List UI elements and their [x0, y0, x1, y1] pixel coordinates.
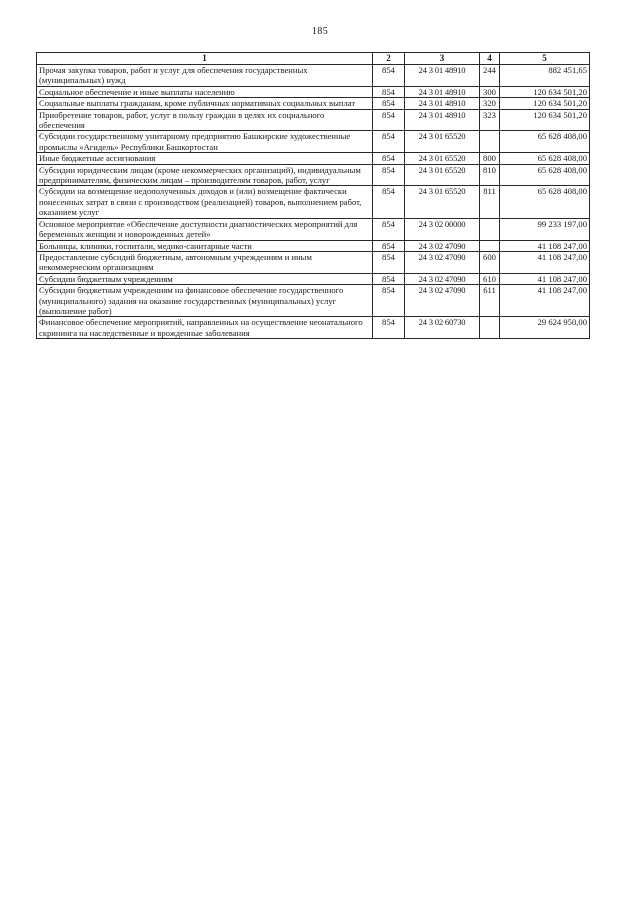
- row-name-cell: Прочая закупка товаров, работ и услуг для обеспечения государственных (муниципальных) нужд: [37, 65, 373, 87]
- row-amount-cell: 120 634 501,20: [500, 98, 590, 109]
- table-row: [37, 109, 590, 131]
- row-target-article-cell: 24 3 01 65520: [405, 131, 480, 153]
- row-department-code-cell: 854: [373, 65, 405, 87]
- row-name-cell: Основное мероприятие «Обеспечение доступности диагностических мероприятий для беременных женщин и новорожденных детей»: [37, 218, 373, 240]
- row-expense-type-cell: 323: [480, 109, 500, 131]
- row-expense-type-cell: [480, 240, 500, 251]
- row-name-cell: Приобретение товаров, работ, услуг в пользу граждан в целях их социального обеспечения: [37, 109, 373, 131]
- row-expense-type-cell: 811: [480, 186, 500, 218]
- table-row: [37, 164, 590, 186]
- row-target-article-cell: 24 3 01 48910: [405, 98, 480, 109]
- row-department-code-cell: 854: [373, 317, 405, 339]
- row-amount-cell: 65 628 408,00: [500, 186, 590, 218]
- row-expense-type-cell: 610: [480, 273, 500, 284]
- row-department-code-cell: 854: [373, 240, 405, 251]
- row-name-cell: Субсидии юридическим лицам (кроме некоммерческих организаций), индивидуальным предпринимателям, физическим лицам – производителям товаров, работ, услуг: [37, 164, 373, 186]
- header-col-4: 4: [480, 53, 500, 65]
- row-department-code-cell: 854: [373, 98, 405, 109]
- row-target-article-cell: 24 3 01 48910: [405, 109, 480, 131]
- row-target-article-cell: 24 3 01 65520: [405, 186, 480, 218]
- row-department-code-cell: 854: [373, 131, 405, 153]
- header-col-1: 1: [37, 53, 373, 65]
- row-target-article-cell: 24 3 02 00000: [405, 218, 480, 240]
- row-target-article-cell: 24 3 01 48910: [405, 86, 480, 97]
- table-row: [37, 131, 590, 153]
- row-amount-cell: 120 634 501,20: [500, 109, 590, 131]
- row-department-code-cell: 854: [373, 273, 405, 284]
- row-department-code-cell: 854: [373, 153, 405, 164]
- row-name-cell: Иные бюджетные ассигнования: [37, 153, 373, 164]
- table-row: [37, 218, 590, 240]
- row-name-cell: Социальное обеспечение и иные выплаты населению: [37, 86, 373, 97]
- row-expense-type-cell: 320: [480, 98, 500, 109]
- table-row: [37, 186, 590, 218]
- row-name-cell: Больницы, клиники, госпитали, медико-санитарные части: [37, 240, 373, 251]
- row-name-cell: Субсидии на возмещение недополученных доходов и (или) возмещение фактически понесенных затрат в связи с производством (реализацией) товаров, выполнением работ, оказанием услуг: [37, 186, 373, 218]
- row-target-article-cell: 24 3 01 48910: [405, 65, 480, 87]
- table-row: [37, 65, 590, 87]
- row-target-article-cell: 24 3 02 47090: [405, 285, 480, 317]
- table-row: [37, 240, 590, 251]
- row-target-article-cell: 24 3 02 47090: [405, 240, 480, 251]
- row-amount-cell: 882 451,65: [500, 65, 590, 87]
- row-target-article-cell: 24 3 01 65520: [405, 153, 480, 164]
- row-name-cell: Предоставление субсидий бюджетным, автономным учреждениям и иным некоммерческим организациям: [37, 251, 373, 273]
- row-amount-cell: 99 233 197,00: [500, 218, 590, 240]
- header-col-3: 3: [405, 53, 480, 65]
- row-target-article-cell: 24 3 02 60730: [405, 317, 480, 339]
- row-department-code-cell: 854: [373, 186, 405, 218]
- page-number: 185: [311, 26, 329, 37]
- row-amount-cell: 65 628 408,00: [500, 164, 590, 186]
- row-department-code-cell: 854: [373, 218, 405, 240]
- row-department-code-cell: 854: [373, 285, 405, 317]
- row-amount-cell: 29 624 950,00: [500, 317, 590, 339]
- row-amount-cell: 65 628 408,00: [500, 153, 590, 164]
- table-row: [37, 251, 590, 273]
- table-row: [37, 317, 590, 339]
- row-name-cell: Субсидии бюджетным учреждениям: [37, 273, 373, 284]
- row-department-code-cell: 854: [373, 251, 405, 273]
- row-amount-cell: 120 634 501,20: [500, 86, 590, 97]
- row-amount-cell: 41 108 247,00: [500, 273, 590, 284]
- row-department-code-cell: 854: [373, 164, 405, 186]
- row-amount-cell: 41 108 247,00: [500, 285, 590, 317]
- row-amount-cell: 41 108 247,00: [500, 251, 590, 273]
- row-expense-type-cell: 300: [480, 86, 500, 97]
- row-amount-cell: 65 628 408,00: [500, 131, 590, 153]
- row-expense-type-cell: 244: [480, 65, 500, 87]
- table-row: [37, 153, 590, 164]
- table-row: [37, 86, 590, 97]
- row-name-cell: Субсидии государственному унитарному предприятию Башкирские художественные промыслы «Агидель» Республики Башкортостан: [37, 131, 373, 153]
- row-department-code-cell: 854: [373, 86, 405, 97]
- row-expense-type-cell: 810: [480, 164, 500, 186]
- row-name-cell: Социальные выплаты гражданам, кроме публичных нормативных социальных выплат: [37, 98, 373, 109]
- budget-table: [36, 52, 590, 339]
- row-target-article-cell: 24 3 02 47090: [405, 273, 480, 284]
- row-name-cell: Субсидии бюджетным учреждениям на финансовое обеспечение государственного (муниципального) задания на оказание государственных (муниципальных) услуг (выполнение работ): [37, 285, 373, 317]
- row-name-cell: Финансовое обеспечение мероприятий, направленных на осуществление неонатального скрининга на наследственные и врожденные заболевания: [37, 317, 373, 339]
- row-target-article-cell: 24 3 02 47090: [405, 251, 480, 273]
- row-department-code-cell: 854: [373, 109, 405, 131]
- row-expense-type-cell: 800: [480, 153, 500, 164]
- row-amount-cell: 41 108 247,00: [500, 240, 590, 251]
- row-expense-type-cell: [480, 218, 500, 240]
- row-expense-type-cell: [480, 131, 500, 153]
- table-row: [37, 285, 590, 317]
- row-expense-type-cell: 611: [480, 285, 500, 317]
- table-body: [37, 65, 590, 339]
- table-row: [37, 98, 590, 109]
- row-target-article-cell: 24 3 01 65520: [405, 164, 480, 186]
- header-col-2: 2: [373, 53, 405, 65]
- table-row: [37, 273, 590, 284]
- header-col-5: 5: [500, 53, 590, 65]
- row-expense-type-cell: 600: [480, 251, 500, 273]
- table-header-row: [37, 53, 590, 65]
- row-expense-type-cell: [480, 317, 500, 339]
